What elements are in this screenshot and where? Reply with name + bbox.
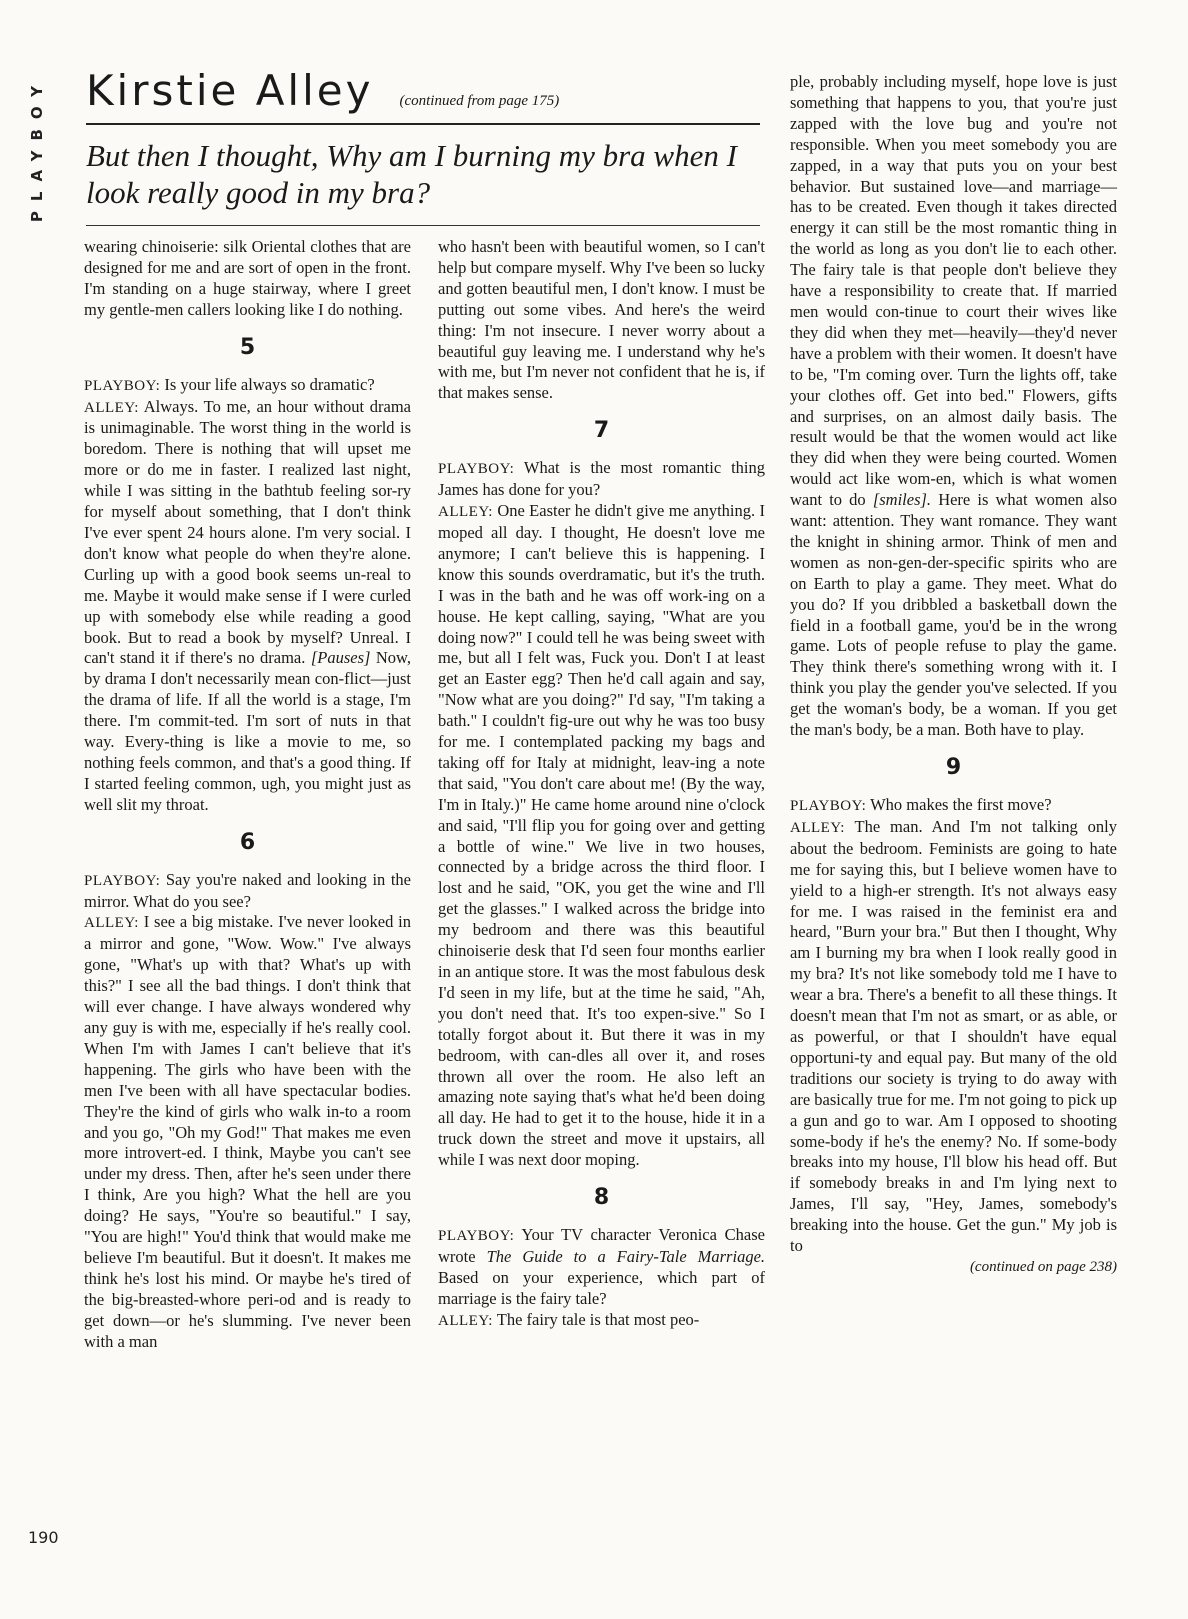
paragraph: who hasn't been with beautiful women, so I can't help but compare myself. Why I've been so lucky and gotten beautiful men, I don't know. I must be putting out some vibes. And here's the weird thing: I'm not insecure. I never worry about a beautiful guy leaving me. I understand why he's with me, but I'm never not confident that he is, if that makes sense. <box>438 237 765 403</box>
answer <box>438 1310 765 1332</box>
stage-direction: [smiles]. <box>872 490 932 510</box>
speaker-label: PLAYBOY: <box>438 1228 515 1245</box>
answer <box>790 817 1117 1257</box>
speaker-label: PLAYBOY: <box>84 872 161 889</box>
speaker-label: PLAYBOY: <box>790 798 867 814</box>
speaker-label: PLAYBOY: <box>438 461 515 478</box>
speaker-label: ALLEY: <box>84 915 139 932</box>
speaker-label: ALLEY: <box>790 819 845 836</box>
article-header <box>86 66 760 226</box>
stage-direction: [Pauses] <box>310 648 371 668</box>
pull-quote: But then I thought, Why am I burning my bra when I look really good in my bra? <box>86 137 760 226</box>
answer-text: Always. To me, an hour without drama is unimaginable. The worst thing in the world is boredom. There is nothing that will upset me more or do me in faster. I realized last night, while I was sitting in the bathtub feeling sor-ry for myself about something, that I don't think I've ever spent 24 hours alone. I'm very social. I don't know what people do when they're alone. Curling up with a good book seems un-real to me. Maybe it would make sense if I were curled up with somebody else while reading a good book. But to read a book by myself? Unreal. I can't stand it if there's no drama. <box>84 396 411 668</box>
book-title: The Guide to a Fairy-Tale Marriage. <box>486 1246 766 1266</box>
magazine-name-vertical: PLAYBOY <box>28 76 46 223</box>
answer-text: The fairy tale is that most peo- <box>496 1309 700 1329</box>
page-number: 190 <box>28 1528 59 1547</box>
section-number: 7 <box>593 418 610 444</box>
question-text: Based on your experience, which part of marriage is the fairy tale? <box>438 1267 765 1308</box>
answer <box>438 501 765 1171</box>
speaker-label: PLAYBOY: <box>84 377 161 394</box>
answer-text: One Easter he didn't give me anything. I moped all day. I thought, He doesn't love me anymore; I can't believe this is happening. I know this sounds overdramatic, but it's the truth. I was in the bath and he was off work-ing on a house. He kept calling, saying, "What are you doing now?" I could tell he was being sweet with me, but all I felt was, Fuck you. Don't I at least get an Easter egg? Then he'd call again and say, "Now what are you doing?" I'd say, "I'm taking a bath." I couldn't fig-ure out why he was too busy for me. I contemplated packing my bags and taking off for Italy at midnight, leav-ing a note that said, "You don't care about me! (By the way, I'm in Italy.)" He came home around nine o'clock and said, "I'll flip you for going over and getting a bottle of wine." We live in two houses, connected by a bridge across the third floor. I lost and he said, "OK, you get the wine and I'll get the glasses." I walked across the bridge into my bedroom and there was this beautiful chinoiserie desk that I'd seen four months earlier in an antique store. It was the most fabulous desk I'd seen in my life, but at the time he said, "Ah, you don't need that. It's too expen-sive." So I totally forgot about it. But there it was in my bedroom, with can-dles all over it, and roses thrown all over the room. He also left an amazing note saying that's what he'd been doing all day. He had to get it to the house, hide it in a truck down the street and move it upstairs, all while I was next door moping. <box>438 501 766 1170</box>
question-text: Say you're naked and looking in the mirror. What do you see? <box>84 869 412 911</box>
answer-text: ple, probably including myself, hope love is just something that happens to you, that you're just zapped with the love bug and you're not responsible. When you meet somebody you are zapped, in a way that puts you on your best behavior. But sustained love—and marriage—has to be created. Even though it takes directed energy it can still be the most romantic thing in the world as long as you don't lie to each other. The fairy tale is that people don't believe they have a responsibility to create that. If married men would con-tinue to court their wives like they did when they met—heavily—they'd never have a problem with their women. It doesn't have to be, "I'm coming over. Turn the lights off, take your clothes off. Get into bed." Flowers, gifts and surprises, on an almost daily basis. The result would be that the women would act like they did when they were being courted. Women would act like wom-en, which is what women want to do <box>790 72 1117 510</box>
section-number: 5 <box>239 334 256 360</box>
question <box>84 375 411 397</box>
section-number: 9 <box>945 755 962 780</box>
answer-text: Here is what women also want: attention. They want romance. They want the knight in shining armor. Think of men and women as non-gen-der-specific spirits who are on Earth to play a game. They meet. What do you do? If you dribbled a basketball down the field in a football game, you'd be in the wrong game. Lots of people refuse to play the game. They think there's something wrong with it. I think you play the gender you've selected. If you get the woman's body, be a woman. If you get the man's body, be a man. Both have to play. <box>790 490 1118 740</box>
question <box>790 795 1117 817</box>
question-text: Is your life always so dramatic? <box>164 374 375 394</box>
continued-from-note: (continued from page 175) <box>399 93 560 109</box>
answer-text: Now, by drama I don't necessarily mean con-flict—just the drama of life. If all the world is a stage, I'm there. I'm commit-ted. I'm sort of nuts in that way. Every-thing is like a movie to me, so nothing feels common, and that's a good thing. If I started feeling common, ugh, you might just as well slit my throat. <box>84 648 411 814</box>
article-title: Kirstie Alley <box>86 66 374 115</box>
speaker-label: ALLEY: <box>84 399 139 416</box>
answer <box>84 397 411 816</box>
answer-text: I see a big mistake. I've never looked in a mirror and gone, "Wow. Wow." I've always gone, "What's up with that? What's up with this?" I see all the bad things. I don't think that will ever change. I have always wondered why any guy is with me, especially if he's really cool. When I'm with James I can't believe that it's happening. The girls who have been with the men I've been with all have spectacular bodies. They're the kind of girls who walk in-to a room and you go, "Oh my God!" That makes me even more introvert-ed. I think, Maybe you can't see under my dress. Then, after he's seen under there I think, Are you high? What the hell are you doing? He says, "You're so beautiful." I say, "You are high!" You'd think that would make me believe I'm beautiful. But it doesn't. It makes me think he's lost his mind. Or maybe he's tired of the big-breasted-whore peri-od and is ready to get down—or he's slumming. I've never been with a man <box>84 912 412 1351</box>
paragraph <box>790 72 1117 741</box>
paragraph: wearing chinoiserie: silk Oriental clothes that are designed for me and are sort of open in the front. I'm standing on a huge stairway, where I greet my gentle-men callers looking like I do nothing. <box>84 237 411 319</box>
speaker-label: ALLEY: <box>438 1312 493 1329</box>
question <box>438 458 765 501</box>
text-column-3 <box>790 72 1117 1278</box>
answer <box>84 912 411 1352</box>
question-text: Who makes the first move? <box>870 795 1052 814</box>
question-text: What is the most romantic thing James has done for you? <box>438 458 766 500</box>
speaker-label: ALLEY: <box>438 504 493 521</box>
continued-on-note: (continued on page 238) <box>969 1258 1117 1275</box>
text-column-2 <box>438 237 765 1332</box>
section-number: 6 <box>239 829 256 855</box>
answer-text: The man. And I'm not talking only about the bedroom. Feminists are going to hate me for saying this, but I believe women have to yield to a high-er strength. It's not always easy for me. I was raised in the feminist era and heard, "Burn your bra." But then I thought, Why am I burning my bra when I look really good in my bra? It's not like somebody told me I have to wear a bra. There's a benefit to all these things. It doesn't mean that I'm not as smart, or as able, or as powerful, or that I shouldn't have equal opportuni-ty and equal pay. But many of the old traditions our society is trying to do away with are basically true for me. I'm not going to pick up a gun and go to war. Am I opposed to shooting some-body if he's the enemy? No. If some-body breaks into my house, I'll blow his head off. But if somebody breaks in and I'm lying next to James, I'll say, "Hey, James, somebody's breaking into the house. Get the gun." My job is to <box>790 816 1117 1256</box>
question-text: Your TV character Veronica Chase wrote <box>438 1225 765 1266</box>
title-line <box>86 66 760 125</box>
question <box>438 1225 765 1310</box>
question <box>84 870 411 913</box>
section-number: 8 <box>593 1185 610 1211</box>
text-column-1 <box>84 237 411 1353</box>
